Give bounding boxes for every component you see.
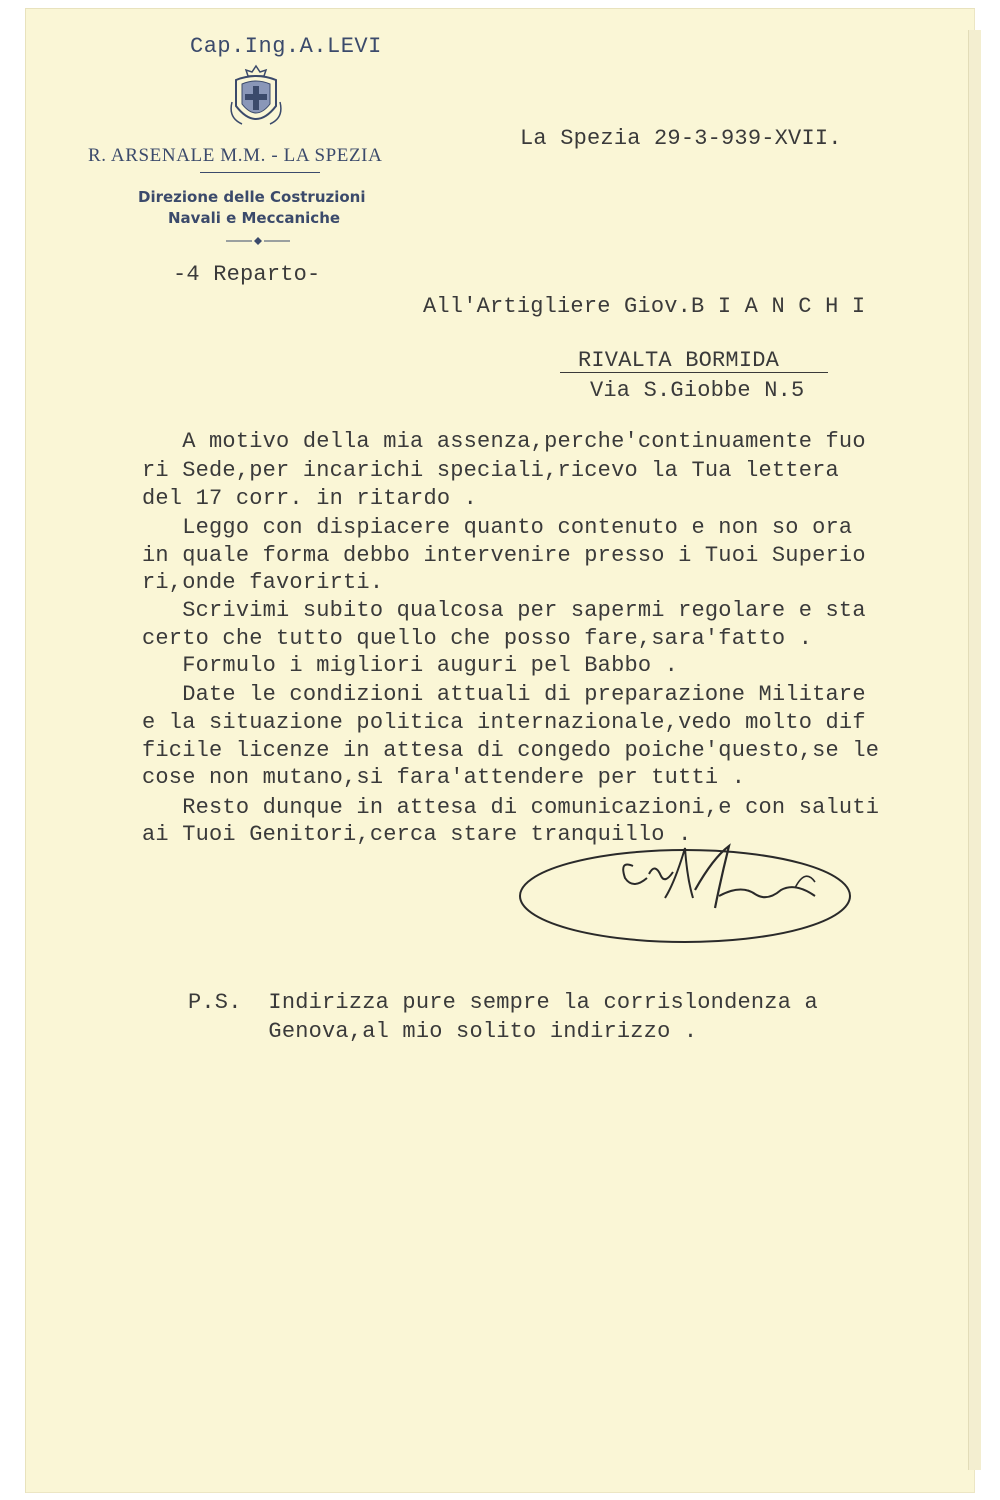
body-line: ri Sede,per incarichi speciali,ricevo la Tua lettera	[142, 458, 839, 483]
department-label: -4 Reparto-	[173, 262, 321, 287]
city-underline	[560, 372, 828, 373]
body-line: Date le condizioni attuali di preparazione Militare	[142, 682, 866, 707]
letterhead-name: Cap.Ing.A.LEVI	[190, 34, 382, 59]
letterhead-rule	[200, 172, 320, 173]
sheet-edge	[968, 30, 981, 1470]
direction-line-1: Direzione delle Costruzioni	[138, 188, 366, 206]
body-line: in quale forma debbo intervenire presso i Tuoi Superio	[142, 543, 866, 568]
direction-line-2: Navali e Meccaniche	[168, 209, 341, 227]
body-line: cose non mutano,si fara'attendere per tutti .	[142, 765, 746, 790]
body-line: A motivo della mia assenza,perche'continuamente fuo	[142, 429, 866, 454]
postscript-line-2: Genova,al mio solito indirizzo .	[188, 1019, 698, 1044]
body-line: Resto dunque in attesa di comunicazioni,e con saluti	[142, 795, 880, 820]
royal-coat-of-arms-icon	[226, 62, 286, 134]
body-line: Leggo con dispiacere quanto contenuto e non so ora	[142, 515, 853, 540]
body-line: ficile licenze in attesa di congedo poiche'questo,se le	[142, 738, 880, 763]
body-line: e la situazione politica internazionale,vedo molto dif	[142, 710, 866, 735]
body-line: certo che tutto quello che posso fare,sara'fatto .	[142, 626, 813, 651]
letter-date: La Spezia 29-3-939-XVII.	[520, 126, 842, 151]
postscript-line-1: P.S. Indirizza pure sempre la corrislondenza a	[188, 990, 818, 1015]
ornamental-divider	[226, 236, 290, 246]
handwritten-signature	[515, 838, 860, 948]
recipient-city: RIVALTA BORMIDA	[578, 348, 780, 373]
body-line: del 17 corr. in ritardo .	[142, 486, 478, 511]
recipient-street: Via S.Giobbe N.5	[590, 378, 805, 403]
body-line: ri,onde favorirti.	[142, 570, 384, 595]
recipient-name: All'Artigliere Giov.B I A N C H I	[423, 294, 866, 319]
body-line: Scrivimi subito qualcosa per sapermi regolare e sta	[142, 598, 866, 623]
institution-line: R. ARSENALE M.M. - LA SPEZIA	[88, 145, 383, 166]
body-line: Formulo i migliori auguri pel Babbo .	[142, 653, 679, 678]
body-line: ai Tuoi Genitori,cerca stare tranquillo .	[142, 822, 692, 847]
